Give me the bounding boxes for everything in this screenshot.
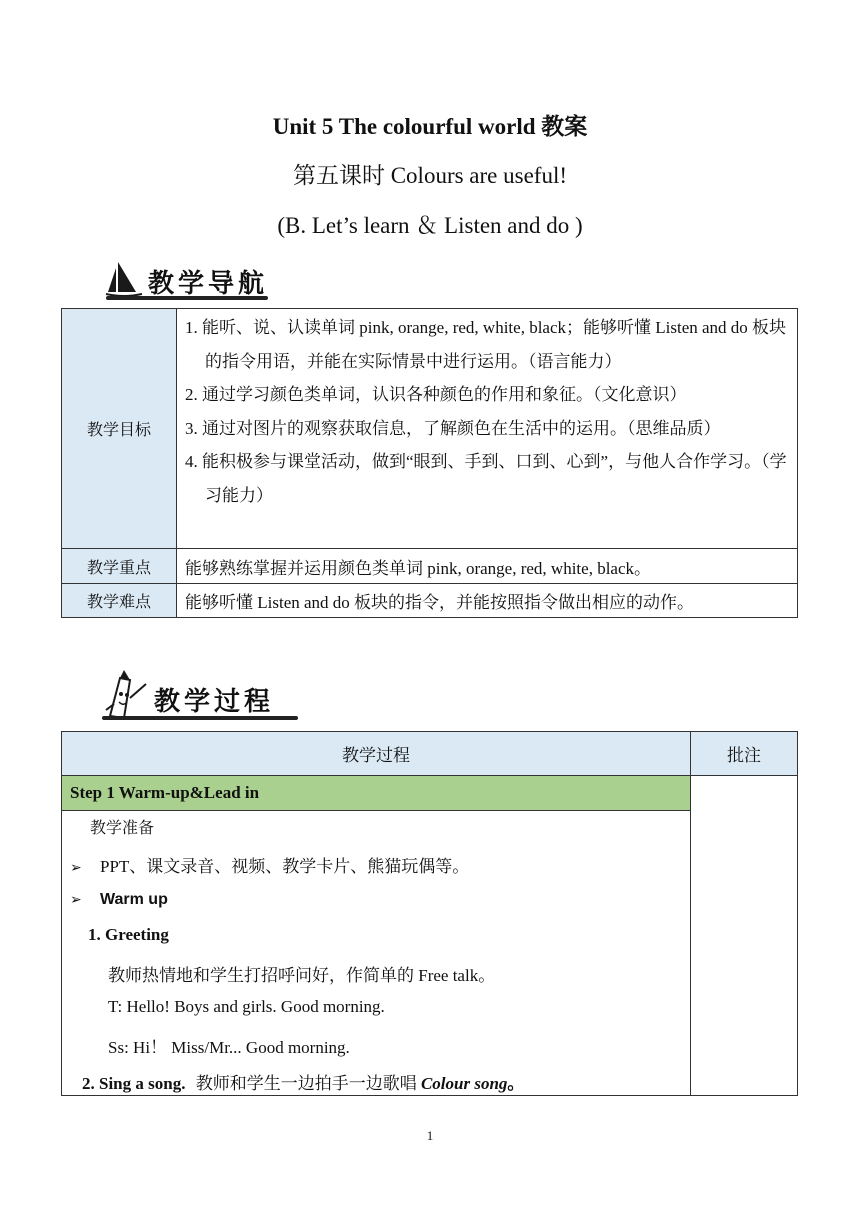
greeting-title: 1. Greeting (88, 925, 169, 944)
section-subtitle: (B. Let’s learn ＆ Listen and do ) (277, 213, 583, 238)
document-title: Unit 5 The colourful world 教案 (272, 114, 588, 139)
warm-up-item: ➢ Warm up (70, 891, 168, 908)
goal-item: 2. 通过学习颜色类单词，认识各种颜色的作用和象征。（文化意识） (185, 385, 687, 404)
arrow-bullet-icon: ➢ (70, 860, 82, 876)
song-title: 2. Sing a song. (82, 1074, 186, 1093)
dialog-teacher: T: Hello! Boys and girls. Good morning. (108, 997, 385, 1016)
nav-banner-label: 教学导航 (148, 269, 269, 299)
goal-item: 1. 能听、说、认读单词 pink, orange, red, white, black；能够听懂 Listen and do 板块的指令用语，并能在实际情景中进行运用。（语言能力） (185, 318, 787, 371)
prep-item: ➢ PPT、课文录音、视频、教学卡片、熊猫玩偶等。 (70, 857, 470, 876)
process-column-header: 教学过程 (62, 732, 691, 776)
process-banner (100, 670, 274, 722)
song-name: Colour song (420, 1074, 508, 1093)
sailboat-icon (104, 256, 144, 300)
difficulties-text: 能够听懂 Listen and do 板块的指令，并能按照指令做出相应的动作。 (177, 584, 798, 618)
process-banner-label: 教学过程 (154, 687, 275, 717)
notes-column-header: 批注 (691, 732, 798, 776)
nav-banner (104, 256, 268, 300)
goal-item: 4. 能积极参与课堂活动，做到“眼到、手到、口到、心到”，与他人合作学习。（学习能力） (185, 452, 787, 505)
notes-cell (691, 776, 798, 1096)
arrow-bullet-icon: ➢ (70, 892, 82, 908)
difficulties-label: 教学难点 (62, 584, 177, 618)
greeting-description: 教师热情地和学生打招呼问好，作简单的 Free talk。 (108, 966, 496, 985)
goals-label: 教学目标 (62, 309, 177, 549)
lesson-subtitle: 第五课时 Colours are useful! (292, 163, 568, 188)
sing-song-line: 2. Sing a song. 教师和学生一边拍手一边歌唱 Colour song。 (82, 1074, 525, 1093)
teaching-process-table (61, 731, 798, 1096)
pencil-mascot-icon (100, 670, 150, 722)
key-points-label: 教学重点 (62, 549, 177, 584)
song-description: 教师和学生一边拍手一边歌唱 (195, 1074, 417, 1093)
goal-item: 3. 通过对图片的观察获取信息，了解颜色在生活中的运用。（思维品质） (185, 418, 721, 438)
page-number: 1 (426, 1128, 434, 1143)
teaching-navigation-table (61, 308, 798, 618)
dialog-students: Ss: Hi！ Miss/Mr... Good morning. (108, 1038, 350, 1057)
prep-label: 教学准备 (90, 818, 155, 837)
goals-cell (177, 309, 798, 549)
key-points-text: 能够熟练掌握并运用颜色类单词 pink, orange, red, white, black。 (177, 549, 798, 584)
step-content (62, 811, 691, 1096)
step-title: Step 1 Warm-up&Lead in (62, 776, 691, 811)
